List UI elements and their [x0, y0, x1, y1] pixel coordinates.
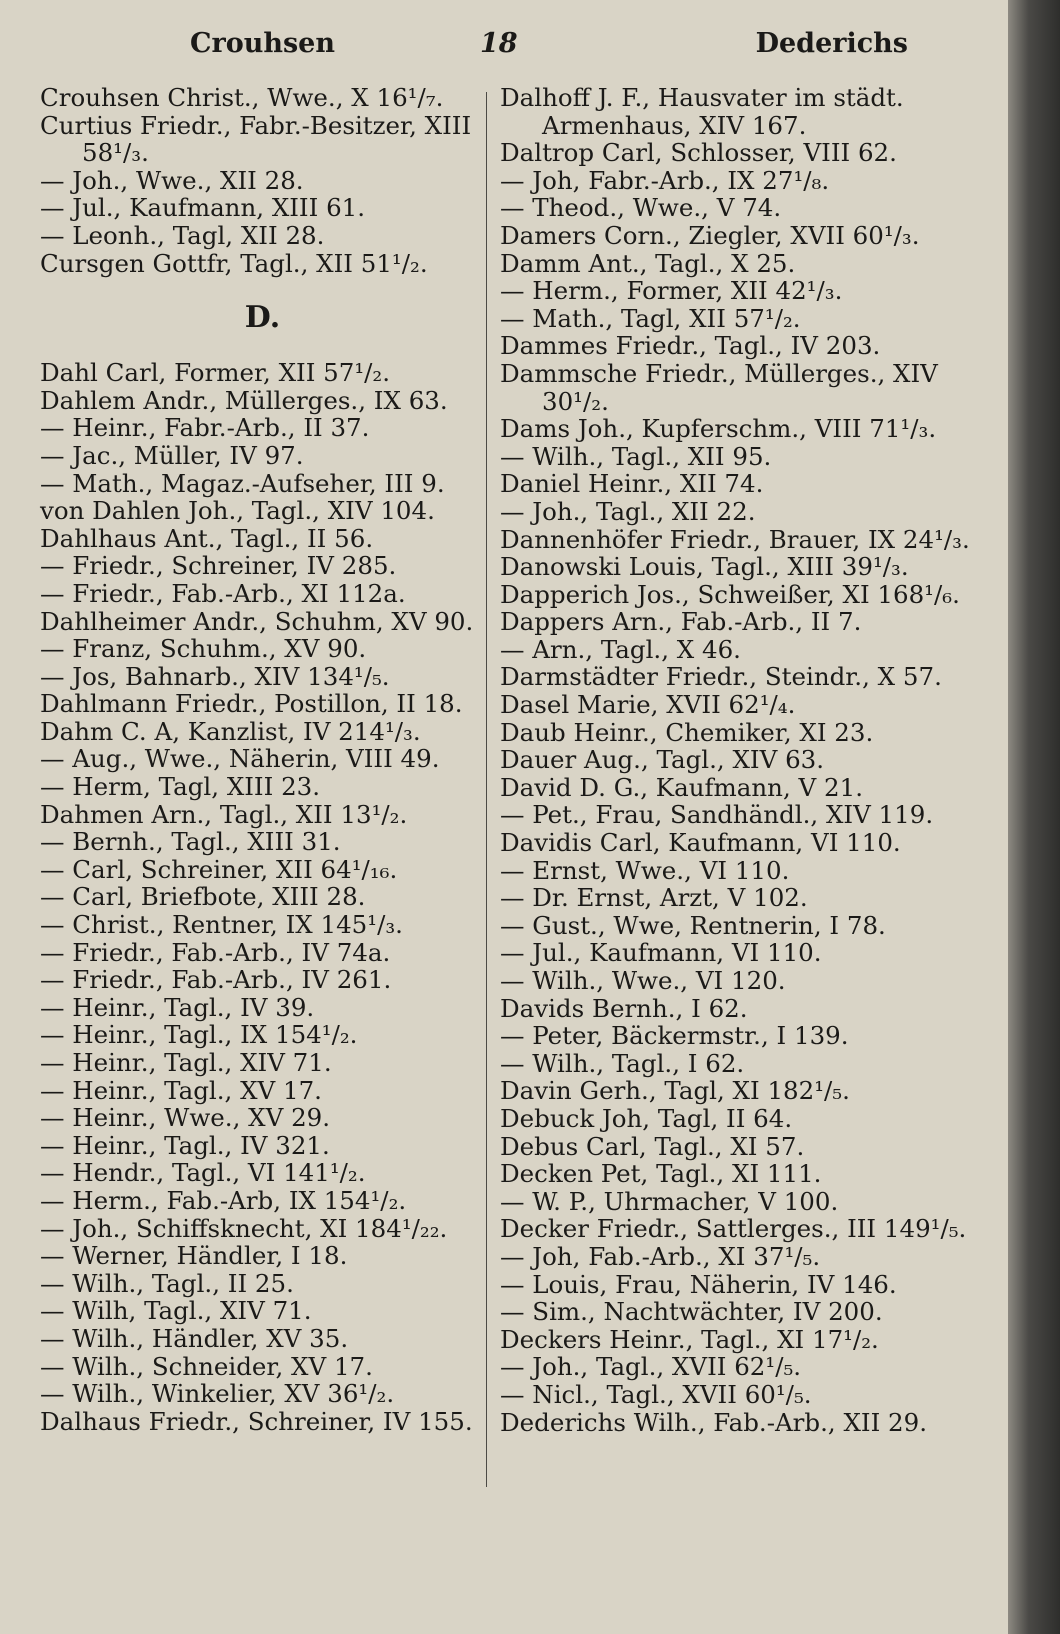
directory-entry: Dahm C. A, Kanzlist, IV 214¹/₃. [40, 716, 421, 746]
column-divider [486, 92, 487, 1487]
directory-entry: — Nicl., Tagl., XVII 60¹/₅. [500, 1379, 812, 1409]
directory-entry: — Franz, Schuhm., XV 90. [40, 634, 367, 664]
directory-entry: Dammes Friedr., Tagl., IV 203. [500, 331, 881, 361]
directory-entry: Davids Bernh., I 62. [500, 993, 748, 1023]
directory-entry: 30¹/₂. [542, 386, 609, 416]
directory-entry: Dams Joh., Kupferschm., VIII 71¹/₃. [500, 414, 937, 444]
directory-entry: — Carl, Briefbote, XIII 28. [40, 882, 366, 912]
directory-entry: Decken Pet, Tagl., XI 111. [500, 1159, 822, 1189]
directory-entry: — Sim., Nachtwächter, IV 200. [500, 1297, 883, 1327]
directory-entry: — Herm, Tagl, XIII 23. [40, 772, 321, 802]
directory-entry: David D. G., Kaufmann, V 21. [500, 772, 863, 802]
directory-entry: Dappers Arn., Fab.-Arb., II 7. [500, 607, 862, 637]
directory-entry: — Herm., Fab.-Arb, IX 154¹/₂. [40, 1185, 407, 1215]
directory-entry: — Aug., Wwe., Näherin, VIII 49. [40, 744, 440, 774]
directory-entry: — Jul., Kaufmann, XIII 61. [40, 193, 366, 223]
directory-entry: — Jul., Kaufmann, VI 110. [500, 938, 822, 968]
directory-entry: — Heinr., Tagl., IV 39. [40, 992, 315, 1022]
header-left-keyword: Crouhsen [190, 28, 335, 59]
directory-entry: — Wilh., Händler, XV 35. [40, 1323, 349, 1353]
section-letter-heading: D. [244, 300, 281, 336]
directory-entry: — Hendr., Tagl., VI 141¹/₂. [40, 1158, 366, 1188]
directory-entry: Dapperich Jos., Schweißer, XI 168¹/₆. [500, 579, 960, 609]
directory-entry: — Ernst, Wwe., VI 110. [500, 855, 790, 885]
directory-entry: Debuck Joh, Tagl, II 64. [500, 1103, 793, 1133]
directory-entry: Dahl Carl, Former, XII 57¹/₂. [40, 358, 391, 388]
directory-entry: — Heinr., Tagl., XIV 71. [40, 1048, 332, 1077]
directory-entry: — Joh, Fab.-Arb., XI 37¹/₅. [500, 1241, 821, 1271]
directory-entry: Debus Carl, Tagl., XI 57. [500, 1131, 805, 1161]
directory-entry: Dalhaus Friedr., Schreiner, IV 155. [40, 1406, 473, 1436]
directory-entry: Daltrop Carl, Schlosser, VIII 62. [500, 138, 897, 168]
page-header [40, 20, 968, 70]
directory-entry: — Joh., Tagl., XII 22. [500, 496, 756, 526]
directory-entry: Dannenhöfer Friedr., Brauer, IX 24¹/₃. [500, 524, 970, 554]
directory-entry: — Wilh., Tagl., XII 95. [500, 441, 772, 471]
directory-entry: — Wilh., Tagl., I 62. [500, 1048, 745, 1078]
directory-entry: — Heinr., Fabr.-Arb., II 37. [40, 413, 370, 443]
directory-entry: Armenhaus, XIV 167. [542, 110, 807, 140]
directory-entry: — Louis, Frau, Näherin, IV 146. [500, 1269, 897, 1299]
directory-entry: — Heinr., Tagl., IV 321. [40, 1130, 330, 1160]
directory-entry: Dahlem Andr., Müllerges., IX 63. [40, 385, 448, 415]
directory-entry: Darmstädter Friedr., Steindr., X 57. [500, 662, 942, 692]
directory-entry: — Math., Magaz.-Aufseher, III 9. [40, 468, 445, 498]
directory-entry: — Herm., Former, XII 42¹/₃. [500, 276, 843, 306]
directory-entry: — Theod., Wwe., V 74. [500, 193, 782, 223]
directory-entry: Dahlmann Friedr., Postillon, II 18. [40, 689, 463, 719]
directory-entry: Crouhsen Christ., Wwe., X 16¹/₇. [40, 83, 444, 112]
directory-entry: — Joh., Wwe., XII 28. [40, 165, 304, 195]
directory-entry: Dederichs Wilh., Fab.-Arb., XII 29. [500, 1407, 927, 1437]
directory-entry: Daniel Heinr., XII 74. [500, 469, 764, 499]
directory-entry: Dahlheimer Andr., Schuhm, XV 90. [40, 606, 474, 636]
directory-entry: — Dr. Ernst, Arzt, V 102. [500, 883, 808, 913]
directory-entry: — Werner, Händler, I 18. [40, 1241, 348, 1271]
directory-entry: — Wilh., Winkelier, XV 36¹/₂. [40, 1379, 395, 1409]
directory-entry: — Wilh., Schneider, XV 17. [40, 1351, 373, 1381]
directory-entry: Dasel Marie, XVII 62¹/₄. [500, 690, 796, 720]
directory-entry: Deckers Heinr., Tagl., XI 17¹/₂. [500, 1324, 879, 1354]
directory-entry: — Friedr., Fab.-Arb., XI 112a. [40, 578, 406, 608]
directory-entry: — Heinr., Tagl., IX 154¹/₂. [40, 1020, 358, 1050]
directory-entry: — Heinr., Wwe., XV 29. [40, 1103, 331, 1133]
right-column [500, 84, 980, 1436]
directory-entry: Danowski Louis, Tagl., XIII 39¹/₃. [500, 552, 909, 582]
directory-entry: Davidis Carl, Kaufmann, VI 110. [500, 828, 901, 858]
header-right-keyword: Dederichs [755, 28, 908, 59]
directory-entry: — Christ., Rentner, IX 145¹/₃. [40, 910, 403, 940]
directory-entry: Dalhoff J. F., Hausvater im städt. [500, 83, 904, 112]
directory-entry: Dauer Aug., Tagl., XIV 63. [500, 745, 825, 775]
directory-entry: — Bernh., Tagl., XIII 31. [40, 827, 341, 857]
directory-entry: Damers Corn., Ziegler, XVII 60¹/₃. [500, 220, 920, 250]
directory-entry: — Jos, Bahnarb., XIV 134¹/₅. [40, 661, 390, 691]
left-column [40, 84, 485, 1435]
directory-entry: — Gust., Wwe, Rentnerin, I 78. [500, 910, 886, 940]
directory-entry: — Joh, Fabr.-Arb., IX 27¹/₈. [500, 165, 830, 195]
directory-entry: Davin Gerh., Tagl, XI 182¹/₅. [500, 1076, 850, 1106]
directory-entry: — Leonh., Tagl, XII 28. [40, 220, 325, 250]
directory-entry: Cursgen Gottfr, Tagl., XII 51¹/₂. [40, 248, 428, 278]
directory-entry: — Jac., Müller, IV 97. [40, 440, 304, 470]
directory-entry: — Joh., Schiffsknecht, XI 184¹/₂₂. [40, 1213, 448, 1243]
directory-entry: — Arn., Tagl., X 46. [500, 634, 741, 664]
directory-entry: Dahmen Arn., Tagl., XII 13¹/₂. [40, 799, 408, 829]
directory-entry: Curtius Friedr., Fabr.-Besitzer, XIII [40, 110, 472, 140]
directory-entry: 58¹/₃. [82, 138, 149, 168]
directory-entry: — W. P., Uhrmacher, V 100. [500, 1186, 839, 1216]
directory-entry: — Wilh., Wwe., VI 120. [500, 966, 786, 995]
directory-entry: Dammsche Friedr., Müllerges., XIV [500, 358, 938, 388]
page-number: 18 [480, 28, 518, 59]
directory-entry: — Wilh, Tagl., XIV 71. [40, 1296, 312, 1326]
page-edge [1008, 0, 1060, 1634]
directory-entry: von Dahlen Joh., Tagl., XIV 104. [40, 496, 435, 526]
directory-entry: — Joh., Tagl., XVII 62¹/₅. [500, 1352, 802, 1382]
directory-entry: — Carl, Schreiner, XII 64¹/₁₆. [40, 854, 398, 884]
directory-entry: — Math., Tagl, XII 57¹/₂. [500, 303, 801, 333]
directory-entry: Damm Ant., Tagl., X 25. [500, 248, 796, 278]
directory-entry: Dahlhaus Ant., Tagl., II 56. [40, 523, 374, 553]
directory-entry: — Peter, Bäckermstr., I 139. [500, 1021, 849, 1051]
directory-entry: — Heinr., Tagl., XV 17. [40, 1075, 322, 1105]
directory-entry: — Pet., Frau, Sandhändl., XIV 119. [500, 800, 934, 830]
directory-entry: — Friedr., Fab.-Arb., IV 74a. [40, 937, 391, 967]
directory-entry: — Friedr., Fab.-Arb., IV 261. [40, 965, 392, 995]
directory-entry: Decker Friedr., Sattlerges., III 149¹/₅. [500, 1214, 967, 1244]
directory-entry: — Wilh., Tagl., II 25. [40, 1268, 294, 1298]
directory-entry: Daub Heinr., Chemiker, XI 23. [500, 717, 874, 747]
directory-entry: — Friedr., Schreiner, IV 285. [40, 551, 397, 581]
